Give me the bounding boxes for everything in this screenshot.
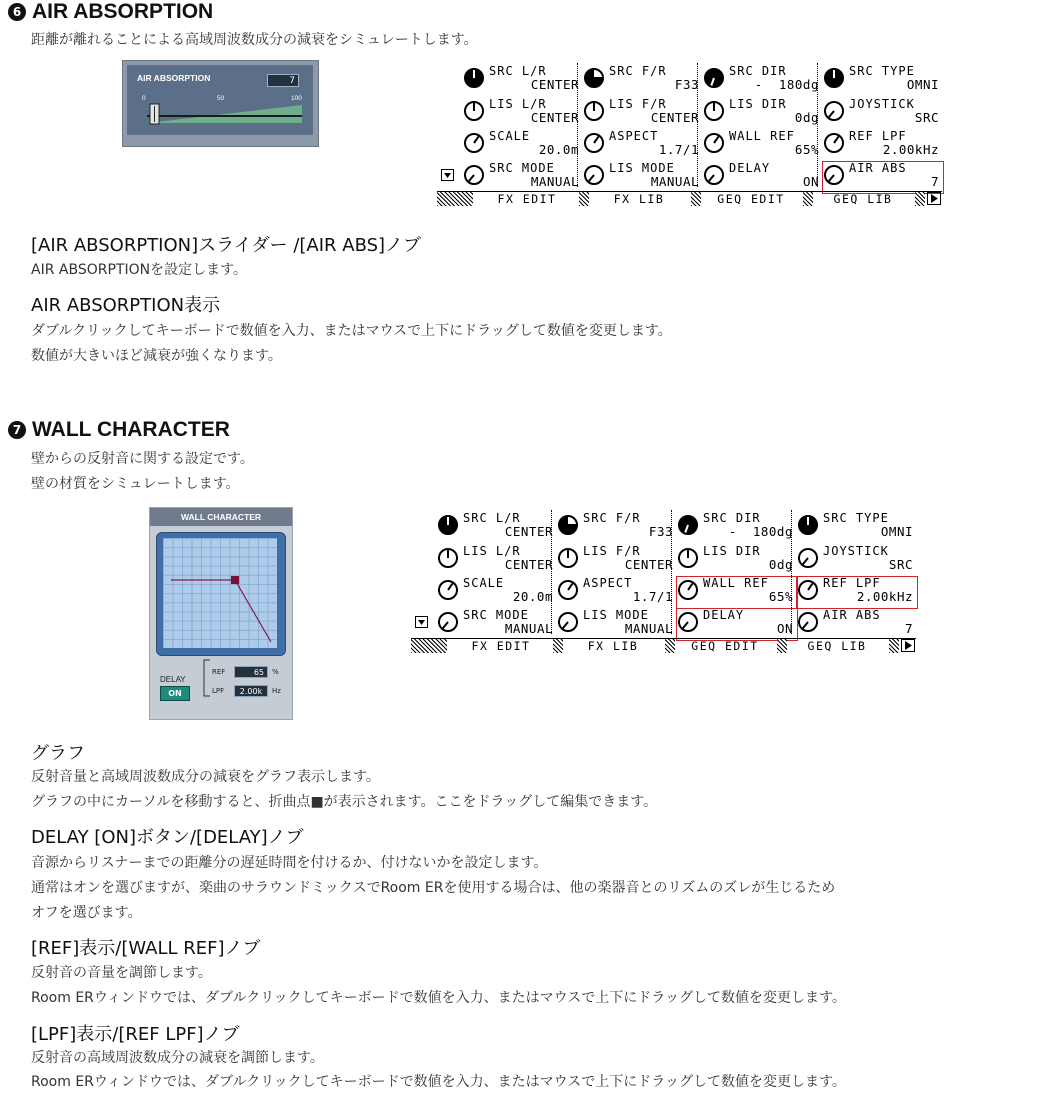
tab-fx-lib[interactable]: FX LIB bbox=[613, 192, 665, 206]
air-absorption-value-display[interactable]: 7 bbox=[267, 74, 299, 87]
tab-divider bbox=[803, 192, 813, 206]
scale-mid-label: 50 bbox=[217, 95, 225, 102]
knob-label: AIR ABS bbox=[823, 608, 881, 622]
knob-label: LIS MODE bbox=[583, 608, 649, 622]
knob-label: LIS F/R bbox=[583, 544, 641, 558]
knob-label: JOYSTICK bbox=[823, 544, 889, 558]
tab-divider bbox=[691, 192, 701, 206]
scale-min-label: 0 bbox=[142, 95, 146, 102]
wall-character-graph[interactable] bbox=[163, 538, 277, 648]
knob-low-icon[interactable] bbox=[677, 611, 699, 633]
lcd1-joystick-knob[interactable] bbox=[823, 98, 943, 129]
knob-value: 20.0m bbox=[512, 589, 553, 604]
section-7-title: WALL CHARACTER bbox=[32, 418, 230, 441]
knob-label: REF LPF bbox=[823, 576, 881, 590]
scroll-down-icon[interactable] bbox=[441, 169, 454, 181]
scale-max-label: 100 bbox=[291, 95, 302, 102]
wall-character-graph-frame bbox=[156, 532, 286, 656]
graph-title: グラフ bbox=[31, 743, 85, 764]
ref-unit: % bbox=[272, 668, 279, 676]
ref-text-2: Room ERウィンドウでは、ダブルクリックしてキーボードで数値を入力、またはマウスで上下にドラッグして数値を変更します。 bbox=[31, 990, 846, 1006]
air-absorption-display-text-1: ダブルクリックしてキーボードで数値を入力、またはマウスで上下にドラッグして数値を変更します。 bbox=[31, 323, 672, 339]
knob-value: 1.7/1 bbox=[658, 142, 699, 157]
tab-fx-lib[interactable]: FX LIB bbox=[587, 639, 639, 653]
knob-label: SRC L/R bbox=[463, 511, 521, 525]
knob-mid-icon[interactable] bbox=[437, 579, 459, 601]
section-7-heading bbox=[8, 418, 230, 442]
knob-label: LIS L/R bbox=[463, 544, 521, 558]
delay-text-3: オフを選びます。 bbox=[31, 905, 142, 921]
knob-low-icon[interactable] bbox=[823, 164, 845, 186]
knob-label: ASPECT bbox=[583, 576, 633, 590]
ref-label: REF bbox=[212, 668, 226, 676]
section-6-description: 距離が離れることによる高域周波数成分の減衰をシミュレートします。 bbox=[31, 32, 478, 48]
lcd1-lis-f-r-knob[interactable] bbox=[583, 98, 703, 129]
knob-low-icon[interactable] bbox=[437, 611, 459, 633]
knob-value: SRC bbox=[914, 110, 939, 125]
knob-value: OMNI bbox=[906, 77, 939, 92]
lpf-unit: Hz bbox=[272, 687, 281, 695]
air-absorption-slider-title: [AIR ABSORPTION]スライダー /[AIR ABS]ノブ bbox=[31, 235, 422, 256]
knob-value: CENTER bbox=[530, 110, 579, 125]
lcd2-src-f-r-knob[interactable] bbox=[557, 512, 677, 543]
lcd2-src-mode-knob[interactable] bbox=[437, 609, 557, 640]
knob-value: MANUAL bbox=[650, 174, 699, 189]
knob-low-icon[interactable] bbox=[703, 164, 725, 186]
lcd2-src-l-r-knob[interactable] bbox=[437, 512, 557, 543]
lcd-tab-bar bbox=[437, 191, 942, 208]
lpf-label: LPF bbox=[212, 687, 225, 695]
knob-label: SRC TYPE bbox=[823, 511, 889, 525]
knob-value: MANUAL bbox=[504, 621, 553, 636]
knob-label: LIS DIR bbox=[729, 97, 787, 111]
delay-title: DELAY [ON]ボタン/[DELAY]ノブ bbox=[31, 827, 304, 848]
wall-character-title: WALL CHARACTER bbox=[150, 508, 292, 526]
air-absorption-slider-text: AIR ABSORPTIONを設定します。 bbox=[31, 262, 247, 278]
lcd2-lis-f-r-knob[interactable] bbox=[557, 545, 677, 576]
lcd2-delay-knob[interactable] bbox=[677, 609, 797, 640]
knob-low-icon[interactable] bbox=[797, 611, 819, 633]
knob-mid-icon[interactable] bbox=[583, 132, 605, 154]
lcd2-lis-dir-knob[interactable] bbox=[677, 545, 797, 576]
lcd1-src-mode-knob[interactable] bbox=[463, 162, 583, 193]
tab-bar-hatch bbox=[411, 639, 447, 653]
lcd2-src-type-knob[interactable] bbox=[797, 512, 917, 543]
knob-top-icon[interactable] bbox=[557, 547, 579, 569]
knob-value: 65% bbox=[768, 589, 793, 604]
knob-value: CENTER bbox=[504, 557, 553, 572]
knob-label: DELAY bbox=[729, 161, 771, 175]
knob-label: WALL REF bbox=[703, 576, 769, 590]
section-6-title: AIR ABSORPTION bbox=[32, 0, 214, 23]
knob-half-icon[interactable] bbox=[583, 67, 605, 89]
knob-label: LIS F/R bbox=[609, 97, 667, 111]
tab-divider bbox=[777, 639, 787, 653]
knob-label: SRC DIR bbox=[703, 511, 761, 525]
lcd2-air-abs-knob[interactable] bbox=[797, 609, 917, 640]
knob-value: - 180dg bbox=[728, 524, 793, 539]
section-7-number: 7 bbox=[8, 421, 26, 439]
knob-mid-icon[interactable] bbox=[677, 579, 699, 601]
knob-value: 20.0m bbox=[538, 142, 579, 157]
knob-mid-icon[interactable] bbox=[797, 579, 819, 601]
delay-text-2: 通常はオンを選びますが、楽曲のサラウンドミックスでRoom ERを使用する場合は、他の楽器音とのリズムのズレが生じるため bbox=[31, 880, 836, 896]
knob-label: REF LPF bbox=[849, 129, 907, 143]
knob-top-icon[interactable] bbox=[677, 547, 699, 569]
knob-label: SRC L/R bbox=[489, 64, 547, 78]
delay-on-button[interactable]: ON bbox=[160, 686, 190, 701]
knob-value: - 180dg bbox=[754, 77, 819, 92]
knob-low-icon[interactable] bbox=[823, 100, 845, 122]
knob-value: SRC bbox=[888, 557, 913, 572]
ref-title: [REF]表示/[WALL REF]ノブ bbox=[31, 938, 261, 959]
lcd2-wall-ref-knob[interactable] bbox=[677, 577, 797, 608]
knob-full-icon[interactable] bbox=[797, 514, 819, 536]
delay-text-1: 音源からリスナーまでの距離分の遅延時間を付けるか、付けないかを設定します。 bbox=[31, 855, 548, 871]
lcd2-src-dir-knob[interactable] bbox=[677, 512, 797, 543]
lcd1-lis-mode-knob[interactable] bbox=[583, 162, 703, 193]
knob-value: 1.7/1 bbox=[632, 589, 673, 604]
lcd1-delay-knob[interactable] bbox=[703, 162, 823, 193]
graph-break-point[interactable] bbox=[231, 576, 239, 584]
knob-dark-icon[interactable] bbox=[677, 514, 699, 536]
ref-text-1: 反射音の音量を調節します。 bbox=[31, 965, 212, 981]
knob-label: SCALE bbox=[489, 129, 531, 143]
knob-value: CENTER bbox=[650, 110, 699, 125]
tab-geq-edit[interactable]: GEQ EDIT bbox=[691, 639, 759, 653]
knob-value: 0dg bbox=[794, 110, 819, 125]
knob-top-icon[interactable] bbox=[437, 547, 459, 569]
knob-dark-icon[interactable] bbox=[703, 67, 725, 89]
lcd1-src-f-r-knob[interactable] bbox=[583, 65, 703, 96]
lcd2-ref-lpf-knob[interactable] bbox=[797, 577, 917, 608]
knob-value: MANUAL bbox=[530, 174, 579, 189]
knob-label: SRC F/R bbox=[583, 511, 641, 525]
knob-label: SRC TYPE bbox=[849, 64, 915, 78]
knob-mid-icon[interactable] bbox=[703, 132, 725, 154]
lcd2-joystick-knob[interactable] bbox=[797, 545, 917, 576]
knob-value: CENTER bbox=[504, 524, 553, 539]
lcd1-scale-knob[interactable] bbox=[463, 130, 583, 161]
knob-label: LIS MODE bbox=[609, 161, 675, 175]
lcd2-lis-mode-knob[interactable] bbox=[557, 609, 677, 640]
knob-value: 7 bbox=[930, 174, 939, 189]
tab-divider bbox=[889, 639, 899, 653]
knob-low-icon[interactable] bbox=[463, 164, 485, 186]
lpf-title: [LPF]表示/[REF LPF]ノブ bbox=[31, 1024, 240, 1045]
lcd2-scale-knob[interactable] bbox=[437, 577, 557, 608]
tab-geq-lib[interactable]: GEQ LIB bbox=[833, 192, 893, 206]
knob-full-icon[interactable] bbox=[437, 514, 459, 536]
knob-label: ASPECT bbox=[609, 129, 659, 143]
scroll-down-icon[interactable] bbox=[415, 616, 428, 628]
knob-value: 0dg bbox=[768, 557, 793, 572]
knob-mid-icon[interactable] bbox=[463, 132, 485, 154]
delay-label: DELAY bbox=[160, 675, 186, 684]
tab-geq-lib[interactable]: GEQ LIB bbox=[807, 639, 867, 653]
section-7-description-1: 壁からの反射音に関する設定です。 bbox=[31, 451, 254, 467]
knob-label: SRC F/R bbox=[609, 64, 667, 78]
tab-divider bbox=[579, 192, 589, 206]
section-6-heading bbox=[8, 0, 213, 24]
knob-low-icon[interactable] bbox=[557, 611, 579, 633]
lcd1-lis-l-r-knob[interactable] bbox=[463, 98, 583, 129]
knob-label: LIS L/R bbox=[489, 97, 547, 111]
air-absorption-title: AIR ABSORPTION bbox=[137, 73, 211, 83]
knob-label: LIS DIR bbox=[703, 544, 761, 558]
lpf-text-1: 反射音の高域周波数成分の減衰を調節します。 bbox=[31, 1050, 324, 1066]
tab-divider bbox=[915, 192, 925, 206]
knob-low-icon[interactable] bbox=[583, 164, 605, 186]
lcd-panel-wall-character bbox=[411, 510, 916, 655]
tab-fx-edit[interactable]: FX EDIT bbox=[497, 192, 557, 206]
air-absorption-panel bbox=[122, 60, 319, 147]
air-absorption-slider[interactable] bbox=[147, 103, 307, 125]
knob-label: JOYSTICK bbox=[849, 97, 915, 111]
ref-value-display[interactable]: 65 bbox=[234, 666, 268, 678]
wall-character-panel bbox=[149, 507, 293, 720]
tab-divider bbox=[553, 639, 563, 653]
knob-value: 7 bbox=[904, 621, 913, 636]
lcd1-lis-dir-knob[interactable] bbox=[703, 98, 823, 129]
tab-bar-hatch bbox=[437, 192, 473, 206]
knob-value: OMNI bbox=[880, 524, 913, 539]
knob-value: ON bbox=[776, 621, 793, 636]
knob-label: WALL REF bbox=[729, 129, 795, 143]
lcd2-lis-l-r-knob[interactable] bbox=[437, 545, 557, 576]
knob-label: DELAY bbox=[703, 608, 745, 622]
section-6-number: 6 bbox=[8, 3, 26, 21]
knob-label: SCALE bbox=[463, 576, 505, 590]
lcd-tab-bar bbox=[411, 638, 916, 655]
knob-top-icon[interactable] bbox=[583, 100, 605, 122]
knob-value: 2.00kHz bbox=[882, 142, 939, 157]
knob-value: MANUAL bbox=[624, 621, 673, 636]
air-absorption-inner bbox=[127, 65, 313, 135]
knob-value: F33 bbox=[674, 77, 699, 92]
lcd1-src-dir-knob[interactable] bbox=[703, 65, 823, 96]
air-absorption-display-text-2: 数値が大きいほど減衰が強くなります。 bbox=[31, 348, 282, 364]
section-7-description-2: 壁の材質をシミュレートします。 bbox=[31, 476, 240, 492]
knob-mid-icon[interactable] bbox=[557, 579, 579, 601]
lcd1-ref-lpf-knob[interactable] bbox=[823, 130, 943, 161]
graph-text-1: 反射音量と高域周波数成分の減衰をグラフ表示します。 bbox=[31, 769, 380, 785]
lcd2-aspect-knob[interactable] bbox=[557, 577, 677, 608]
lcd-panel-air-absorption bbox=[437, 63, 942, 208]
knob-label: SRC MODE bbox=[489, 161, 555, 175]
tab-geq-edit[interactable]: GEQ EDIT bbox=[717, 192, 785, 206]
lcd1-air-abs-knob[interactable] bbox=[823, 162, 943, 193]
knob-top-icon[interactable] bbox=[463, 100, 485, 122]
lcd1-aspect-knob[interactable] bbox=[583, 130, 703, 161]
next-page-icon[interactable] bbox=[901, 639, 915, 652]
knob-value: CENTER bbox=[624, 557, 673, 572]
graph-text-2: グラフの中にカーソルを移動すると、折曲点■が表示されます。ここをドラッグして編集できます。 bbox=[31, 794, 658, 810]
knob-full-icon[interactable] bbox=[463, 67, 485, 89]
knob-value: ON bbox=[802, 174, 819, 189]
air-absorption-display-title: AIR ABSORPTION表示 bbox=[31, 295, 221, 316]
knob-label: SRC MODE bbox=[463, 608, 529, 622]
knob-value: F33 bbox=[648, 524, 673, 539]
lcd1-src-type-knob[interactable] bbox=[823, 65, 943, 96]
next-page-icon[interactable] bbox=[927, 192, 941, 205]
knob-full-icon[interactable] bbox=[823, 67, 845, 89]
knob-mid-icon[interactable] bbox=[823, 132, 845, 154]
tab-divider bbox=[665, 639, 675, 653]
tab-fx-edit[interactable]: FX EDIT bbox=[471, 639, 531, 653]
lcd1-src-l-r-knob[interactable] bbox=[463, 65, 583, 96]
knob-label: SRC DIR bbox=[729, 64, 787, 78]
lpf-text-2: Room ERウィンドウでは、ダブルクリックしてキーボードで数値を入力、またはマウスで上下にドラッグして数値を変更します。 bbox=[31, 1074, 846, 1090]
knob-value: 65% bbox=[794, 142, 819, 157]
knob-low-icon[interactable] bbox=[797, 547, 819, 569]
knob-value: CENTER bbox=[530, 77, 579, 92]
knob-value: 2.00kHz bbox=[856, 589, 913, 604]
lpf-value-display[interactable]: 2.00k bbox=[234, 685, 268, 697]
knob-label: AIR ABS bbox=[849, 161, 907, 175]
knob-half-icon[interactable] bbox=[557, 514, 579, 536]
knob-top-icon[interactable] bbox=[703, 100, 725, 122]
lcd1-wall-ref-knob[interactable] bbox=[703, 130, 823, 161]
